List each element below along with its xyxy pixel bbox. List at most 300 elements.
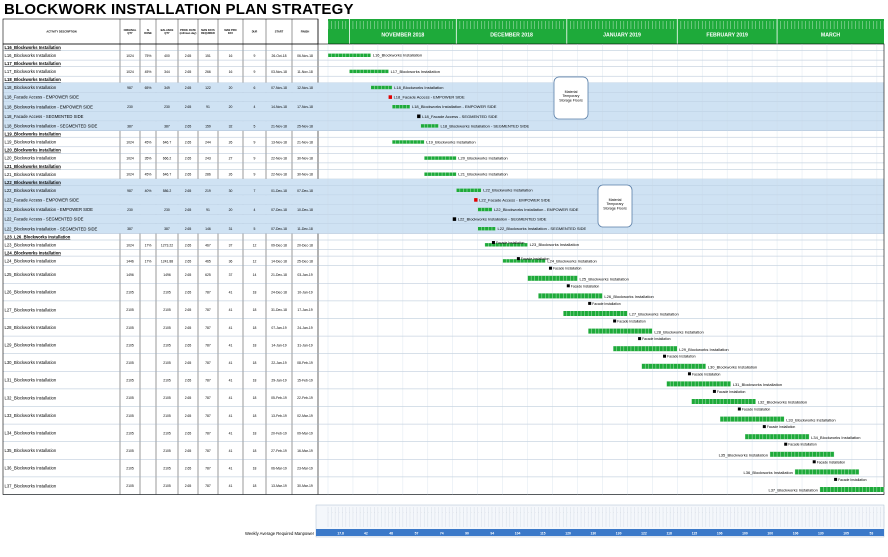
cell-value: 387: [164, 227, 170, 232]
cell-value: 1024: [126, 69, 134, 74]
cell-value: 45%: [144, 172, 152, 177]
date-tick: ·: [812, 512, 815, 513]
cell-value: 9: [253, 53, 256, 58]
cell-value: 30: [228, 188, 233, 193]
manpower-value: 120: [565, 531, 571, 536]
cell-value: 787: [205, 290, 211, 295]
activity-name: L36_Blockworks Installation: [4, 465, 57, 471]
cell-value: 666.2: [162, 156, 172, 161]
cell-value: 41: [228, 449, 233, 453]
date-tick: ·: [413, 512, 416, 513]
date-tick: ·: [449, 512, 452, 513]
cell-value: 2.65: [184, 188, 192, 193]
cell-value: 22-Nov-18: [271, 172, 287, 177]
date-tick: ·: [467, 512, 470, 513]
cell-value: 2105: [126, 361, 134, 365]
cell-value: 400: [164, 53, 170, 58]
cell-value: 1241.88: [160, 259, 174, 264]
cell-value: 21-Dec-18: [271, 273, 287, 277]
milestone-marker: [567, 284, 570, 287]
date-tick: ·: [787, 512, 790, 513]
task-label: L21_Blockworks Installation: [458, 171, 508, 177]
cell-value: 03-Nov-18: [271, 69, 287, 74]
activity-name: L18_Blockworks Installation - EMPOWER SIDE: [4, 104, 93, 110]
cell-value: 13-Nov-18: [271, 140, 287, 145]
date-tick: ·: [681, 512, 684, 513]
manpower-value: 118: [666, 531, 672, 536]
activity-name: L24_Blockworks Installation: [4, 258, 57, 264]
date-tick: ·: [485, 512, 488, 513]
activity-name: L17_Blockworks Installation: [4, 69, 57, 74]
task-label: L30_Blockworks Installation: [707, 364, 758, 370]
cell-value: 18: [252, 413, 257, 418]
cell-value: 787: [205, 466, 211, 471]
cell-value: 18: [252, 308, 257, 313]
column-header: FINISH: [300, 30, 310, 34]
cell-value: 787: [205, 361, 211, 365]
date-tick: ·: [830, 512, 833, 513]
cell-value: 1496: [126, 273, 134, 277]
cell-value: 2.65: [184, 431, 192, 436]
cell-value: 41: [228, 484, 233, 489]
cell-value: 146: [205, 227, 211, 232]
task-label: L28_Blockworks Installation: [654, 329, 704, 335]
date-tick: ·: [763, 512, 766, 513]
date-tick: ·: [470, 512, 473, 513]
milestone-marker: [738, 408, 741, 411]
date-tick: ·: [563, 512, 566, 513]
date-tick: ·: [367, 512, 370, 513]
column-header: ORIGINAL QTY: [123, 29, 137, 36]
date-tick: ·: [755, 512, 758, 513]
cell-value: 646.7: [162, 140, 172, 145]
cell-value: 2.65: [184, 227, 192, 232]
date-tick: ·: [566, 512, 569, 513]
date-tick: ·: [599, 512, 602, 513]
cell-value: 344: [164, 69, 170, 74]
cell-value: 18: [252, 449, 257, 453]
month-label: NOVEMBER 2018: [381, 32, 425, 39]
cell-value: 2.65: [184, 361, 192, 365]
cell-value: 17-Jan-19: [297, 308, 313, 313]
cell-value: 26-Oct-18: [271, 53, 287, 58]
date-tick: ·: [427, 512, 430, 513]
cell-value: 03-Jan-19: [297, 273, 313, 277]
date-tick: ·: [798, 512, 801, 513]
cell-value: 2105: [163, 378, 171, 383]
manpower-value: 53: [869, 531, 874, 536]
date-tick: ·: [666, 512, 669, 513]
cell-value: 2.65: [184, 273, 192, 277]
cell-value: 20: [228, 86, 233, 90]
date-tick: ·: [648, 512, 651, 513]
date-tick: ·: [338, 512, 341, 513]
activity-name: L22_Blockworks Installation: [4, 187, 57, 193]
cell-value: 4: [253, 105, 256, 110]
column-header: MAN DAYS REQUIRED: [201, 29, 215, 36]
task-label: L34_Blockworks Installation: [811, 434, 861, 440]
cell-value: 1024: [126, 53, 134, 58]
date-tick: ·: [403, 512, 406, 513]
date-tick: ·: [353, 512, 356, 513]
cell-value: 08-Feb-19: [297, 361, 313, 365]
cell-value: 2.65: [184, 156, 192, 161]
column-header: START: [274, 30, 284, 34]
date-tick: ·: [809, 512, 812, 513]
cell-value: 41: [228, 290, 233, 295]
cell-value: 30-Nov-18: [297, 156, 313, 161]
milestone-marker: [492, 241, 495, 244]
milestone-marker: [834, 478, 837, 481]
column-header: MAN PRO DAY: [224, 29, 237, 36]
cell-value: 387: [164, 124, 170, 129]
cell-value: 14: [252, 273, 257, 277]
date-tick: ·: [652, 512, 655, 513]
cell-value: 18: [252, 378, 257, 383]
row-band: [3, 214, 884, 224]
date-tick: ·: [634, 512, 637, 513]
activity-name: L22_Facade Access - SEGMENTED SIDE: [4, 216, 84, 222]
date-tick: ·: [456, 512, 459, 513]
cell-value: 2105: [126, 484, 134, 489]
activity-name: L19_Blockworks Installation: [4, 139, 57, 145]
activity-name: L28_Blockworks Installation: [4, 324, 57, 330]
task-label: L18_Blockworks Installation: [394, 84, 444, 90]
row-band: [3, 186, 884, 196]
cell-value: 787: [205, 396, 211, 401]
cell-value: 2.65: [184, 290, 192, 295]
milestone-label: Facade Installation: [592, 301, 621, 306]
date-tick: ·: [691, 512, 694, 513]
task-label: L16_Blockworks Installation: [372, 52, 423, 58]
activity-name: L22_Blockworks Installation - EMPOWER SIDE: [4, 207, 93, 213]
manpower-value: 104: [514, 531, 521, 536]
cell-value: 2.65: [184, 172, 192, 177]
cell-value: 37: [228, 243, 233, 248]
cell-value: 31: [228, 227, 233, 232]
date-tick: ·: [477, 512, 480, 513]
activity-name: L32_Blockworks Installation: [4, 395, 57, 401]
date-tick: ·: [591, 512, 594, 513]
date-tick: ·: [616, 512, 619, 513]
date-tick: ·: [805, 512, 808, 513]
cell-value: 787: [205, 449, 211, 453]
date-tick: ·: [606, 512, 609, 513]
cell-value: 2.65: [184, 325, 192, 330]
month-label: DECEMBER 2018: [490, 32, 533, 39]
date-tick: ·: [745, 512, 748, 513]
date-tick: ·: [816, 512, 819, 513]
manpower-value: 130: [615, 531, 622, 536]
milestone-marker: [663, 355, 666, 358]
cell-value: 14-Nov-18: [271, 105, 287, 110]
milestone-label: Facade Installation: [570, 284, 600, 289]
activity-name: L18_Blockworks Installation: [4, 85, 57, 91]
cell-value: 30-Nov-18: [297, 172, 313, 177]
activity-name: L18_Blockworks Installation: [4, 77, 61, 83]
manpower-value: 17.8: [337, 531, 344, 536]
date-tick: ·: [688, 512, 691, 513]
activity-name: L35_Blockworks Installation: [4, 448, 57, 454]
milestone-marker: [453, 217, 456, 221]
date-tick: ·: [520, 512, 523, 513]
date-tick: ·: [741, 512, 744, 513]
activity-name: L25_Blockworks Installation: [4, 272, 57, 278]
manpower-value: 94: [490, 531, 495, 536]
manpower-value: 115: [691, 531, 698, 536]
date-tick: ·: [877, 512, 880, 513]
task-bar: [392, 140, 424, 143]
milestone-marker: [784, 443, 787, 446]
cell-value: 31-Dec-18: [271, 308, 287, 313]
cell-value: 2.65: [184, 140, 192, 145]
cell-value: 1446: [126, 259, 134, 264]
cell-value: 286: [205, 172, 211, 177]
date-tick: ·: [438, 512, 441, 513]
manpower-value: 100: [767, 531, 774, 536]
date-tick: ·: [705, 512, 708, 513]
date-tick: ·: [356, 512, 359, 513]
date-tick: ·: [820, 512, 823, 513]
cell-value: 2.65: [184, 243, 192, 248]
cell-value: 7: [253, 188, 256, 193]
date-tick: ·: [841, 512, 844, 513]
cell-value: 2.65: [184, 466, 192, 471]
activity-name: L37_Blockworks Installation: [4, 483, 57, 489]
cell-value: 10-Dec-18: [297, 208, 313, 212]
date-tick: ·: [374, 512, 377, 513]
milestone-label: Facade Installation: [520, 257, 550, 262]
task-label: L31_Blockworks Installation: [732, 382, 783, 388]
cell-value: 12-Nov-18: [297, 86, 313, 90]
cell-value: 07-Dec-18: [271, 227, 287, 232]
cell-value: 41: [228, 343, 233, 348]
manpower-value: 115: [540, 531, 546, 536]
cell-value: 29-Jan-19: [271, 378, 287, 383]
cell-value: 787: [205, 413, 211, 418]
cell-value: 1496: [163, 273, 171, 277]
date-tick: ·: [869, 512, 872, 513]
activity-name: L19_Blockworks Installation: [4, 131, 61, 137]
activity-name: L22_Blockworks Installation - SEGMENTED SIDE: [4, 226, 98, 232]
milestone-marker: [417, 115, 420, 119]
date-tick: ·: [549, 512, 552, 513]
date-tick: ·: [552, 512, 555, 513]
cell-value: 586.2: [162, 188, 172, 193]
cell-value: 41: [228, 325, 233, 330]
task-label: L29_Blockworks Installation: [679, 346, 729, 352]
cell-value: 5: [253, 124, 256, 129]
task-label: L32_Blockworks Installation: [757, 399, 808, 405]
task-label: L18_Blockworks Installation - EMPOWER SIDE: [411, 104, 497, 110]
cell-value: 2105: [126, 396, 134, 401]
date-tick: ·: [527, 512, 530, 513]
cell-value: 20: [228, 105, 233, 110]
cell-value: 27: [228, 156, 233, 161]
cell-value: 2.65: [184, 396, 192, 401]
task-label: L26_Blockworks Installation: [604, 294, 654, 300]
cell-value: 41: [228, 431, 233, 436]
manpower-value: 105: [843, 531, 849, 536]
row-band: [3, 195, 884, 205]
cell-value: 17%: [144, 259, 152, 264]
task-label: L27_Blockworks Installation: [629, 311, 679, 317]
cell-value: 9: [253, 156, 256, 161]
activity-name: L34_Blockworks Installation: [4, 430, 57, 436]
date-tick: ·: [363, 512, 366, 513]
cell-value: 18: [252, 290, 257, 295]
date-tick: ·: [506, 512, 509, 513]
cell-value: 14-Jan-19: [271, 343, 287, 348]
date-tick: ·: [656, 512, 659, 513]
cell-value: 987: [127, 188, 133, 193]
activity-name: L23_Blockworks Installation: [4, 242, 57, 248]
cell-value: 36: [228, 259, 233, 264]
milestone-label: Facade Installation: [741, 407, 771, 412]
date-tick: ·: [388, 512, 391, 513]
cell-value: 6: [253, 86, 256, 90]
date-tick: ·: [855, 512, 858, 513]
activity-name: L22_Facade Access - EMPOWER SIDE: [4, 197, 79, 203]
date-tick: ·: [531, 512, 534, 513]
date-tick: ·: [542, 512, 545, 513]
row-band: [3, 224, 884, 234]
cell-value: 787: [205, 378, 211, 383]
cell-value: 22-Nov-18: [271, 156, 287, 161]
activity-name: L16_Blockworks Installation: [4, 44, 61, 50]
cell-value: 18: [252, 431, 257, 436]
cell-value: 2105: [163, 466, 171, 471]
activity-name: L21_Blockworks Installation: [4, 171, 57, 177]
task-label: L22_Blockworks Installation - SEGMENTED SIDE: [497, 226, 587, 232]
cell-value: 349: [164, 86, 170, 90]
cell-value: 2.65: [184, 343, 192, 348]
cell-value: 31-Jan-19: [297, 343, 313, 348]
cell-value: 465: [205, 259, 211, 264]
activity-name: L30_Blockworks Installation: [4, 360, 57, 366]
cell-value: 2.65: [184, 86, 192, 90]
cell-value: 2.65: [184, 124, 192, 129]
task-label: L22_Blockworks Installation: [483, 187, 533, 193]
column-header: ACTIVITY DESCRIPTION: [46, 30, 77, 34]
date-tick: ·: [534, 512, 537, 513]
milestone-label: Facade Installation: [552, 266, 582, 271]
cell-value: 41: [228, 361, 233, 365]
manpower-value: 106: [716, 531, 723, 536]
activity-name: L33_Blockworks Installation: [4, 412, 57, 418]
manpower-value: 74: [439, 531, 444, 536]
cell-value: 987: [127, 86, 133, 90]
milestone-marker: [688, 372, 691, 375]
date-tick: ·: [837, 512, 840, 513]
date-tick: ·: [713, 512, 716, 513]
task-label: L19_Blockworks Installation: [426, 139, 476, 145]
manpower-value: 122: [641, 531, 647, 536]
cell-value: 2.65: [184, 208, 192, 212]
cell-value: 21-Nov-18: [297, 140, 313, 145]
date-tick: ·: [488, 512, 491, 513]
cell-value: 2105: [163, 484, 171, 489]
date-tick: ·: [460, 512, 463, 513]
cell-value: 2.65: [184, 449, 192, 453]
date-tick: ·: [631, 512, 634, 513]
task-bar: [349, 70, 388, 73]
date-tick: ·: [452, 512, 455, 513]
date-tick: ·: [670, 512, 673, 513]
date-tick: ·: [695, 512, 698, 513]
milestone-label: Facade Installation: [816, 460, 846, 465]
cell-value: 14-Dec-18: [271, 259, 287, 264]
cell-value: 2.65: [184, 69, 192, 74]
cell-value: 18: [252, 361, 257, 365]
activity-name: L27_Blockworks Installation: [4, 307, 57, 313]
cell-value: 151: [205, 53, 211, 58]
date-tick: ·: [492, 512, 495, 513]
cell-value: 09-Dec-18: [271, 243, 287, 248]
cell-value: 1024: [126, 156, 134, 161]
date-tick: ·: [346, 512, 349, 513]
date-tick: ·: [331, 512, 334, 513]
cell-value: 2105: [126, 449, 134, 453]
milestone-marker: [517, 257, 520, 260]
cell-value: 41: [228, 466, 233, 471]
manpower-value: 48: [389, 531, 394, 536]
date-tick: ·: [791, 512, 794, 513]
cell-value: 625: [205, 273, 211, 277]
cell-value: 41: [228, 413, 233, 418]
manpower-value: 57: [414, 531, 419, 536]
milestone-marker: [389, 95, 392, 99]
cell-value: 07-Jan-19: [271, 325, 287, 330]
cell-value: 2.65: [184, 105, 192, 110]
cell-value: 06-Mar-19: [271, 466, 287, 471]
activity-name: L20_Blockworks Installation: [4, 147, 61, 153]
date-tick: ·: [588, 512, 591, 513]
cell-value: 2105: [126, 325, 134, 330]
task-label: L20_Blockworks Installation: [458, 155, 508, 161]
date-tick: ·: [481, 512, 484, 513]
milestone-label: Facade Installation: [716, 389, 746, 394]
date-tick: ·: [627, 512, 630, 513]
date-tick: ·: [848, 512, 851, 513]
date-tick: ·: [502, 512, 505, 513]
cell-value: 26: [228, 140, 233, 145]
cell-value: 646.7: [162, 172, 172, 177]
cell-value: 387: [127, 227, 133, 232]
cell-value: 122: [205, 86, 211, 90]
date-tick: ·: [513, 512, 516, 513]
activity-name: L31_Blockworks Installation: [4, 377, 57, 383]
date-tick: ·: [442, 512, 445, 513]
milestone-marker: [613, 320, 616, 323]
cell-value: 467: [205, 243, 211, 248]
date-tick: ·: [624, 512, 627, 513]
milestone-marker: [588, 302, 591, 305]
date-tick: ·: [641, 512, 644, 513]
date-tick: ·: [499, 512, 502, 513]
cell-value: 21-Nov-18: [271, 124, 287, 129]
cell-value: 18: [252, 466, 257, 471]
milestone-marker: [474, 198, 477, 202]
cell-value: 2105: [163, 413, 171, 418]
cell-value: 244: [205, 140, 211, 145]
date-tick: ·: [524, 512, 527, 513]
note-text: Material Temporary Storage Floors: [559, 90, 583, 103]
cell-value: 02-Mar-19: [297, 413, 313, 418]
date-tick: ·: [784, 512, 787, 513]
task-label: L17_Blockworks Installation: [390, 68, 440, 74]
cell-value: 18: [252, 484, 257, 489]
